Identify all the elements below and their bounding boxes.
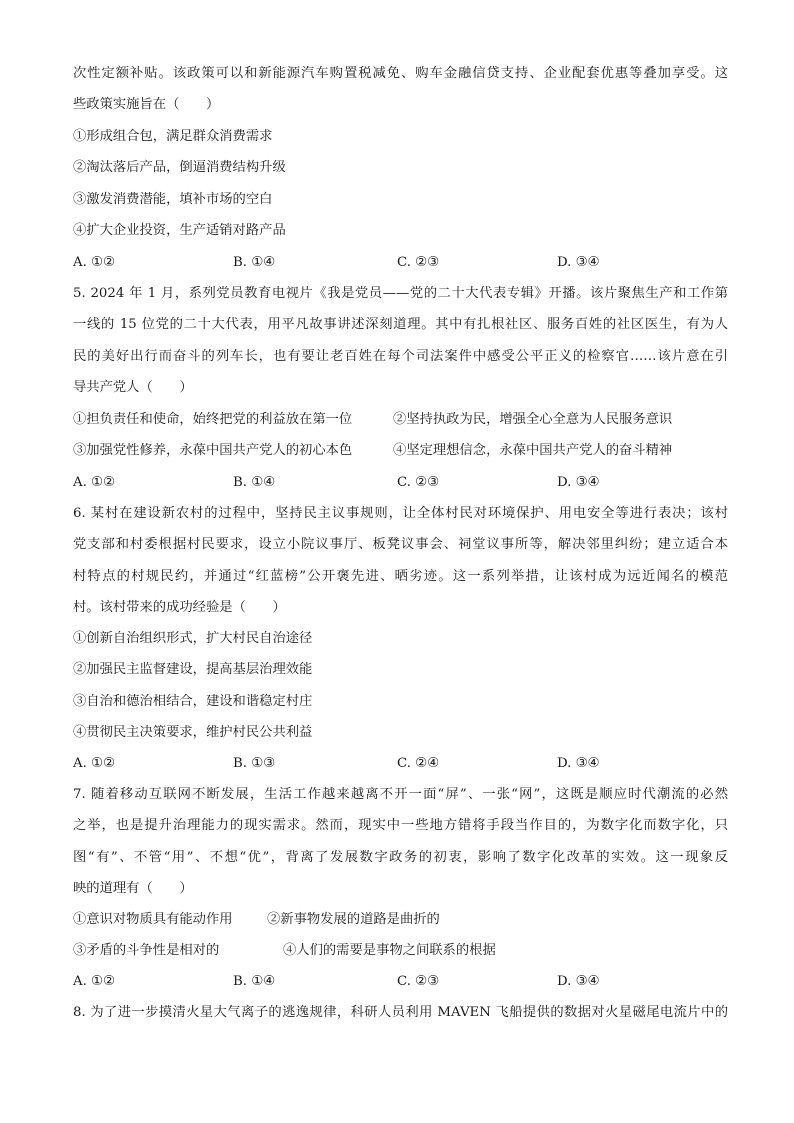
q6-item-4: ④贯彻民主决策要求，维护村民公共利益	[73, 725, 313, 740]
q5-stem-line-2: 一线的 15 位党的二十大代表，用平凡故事讲述深刻道理。其中有扎根社区、服务百姓的社区医生，有为人	[73, 317, 728, 332]
q5-item-2: ②坚持执政为民，增强全心全意为人民服务意识	[393, 412, 673, 427]
q7-stem-line-3: 图“有”、不管“用”、不想“优”，背离了发展数字政务的初衷，影响了数字化改革的实效。这一现象反	[73, 850, 728, 865]
q7-option-c[interactable]: C. ②③	[397, 974, 439, 989]
q7-stem-line-2: 之举，也是提升治理能力的现实需求。然而，现实中一些地方错将手段当作目的，为数字化而数字化，只	[73, 818, 728, 833]
q5-stem-line-4: 导共产党人（ ）	[73, 380, 193, 395]
q4-item-1: ①形成组合包，满足群众消费需求	[73, 129, 273, 144]
q7-option-d[interactable]: D. ③④	[557, 974, 600, 989]
q7-option-b[interactable]: B. ①④	[233, 974, 276, 989]
q4-option-b[interactable]: B. ①④	[233, 255, 276, 270]
q6-item-1: ①创新自治组织形式，扩大村民自治途径	[73, 631, 313, 646]
q4-item-3: ③激发消费潜能，填补市场的空白	[73, 192, 273, 207]
q5-option-c[interactable]: C. ②③	[397, 475, 439, 490]
q5-stem-line-1: 5. 2024 年 1 月，系列党员教育电视片《我是党员——党的二十大代表专辑》开播。该片聚焦生产和工作第	[73, 286, 728, 301]
q6-option-b[interactable]: B. ①③	[233, 756, 276, 771]
q5-item-3: ③加强党性修养，永葆中国共产党人的初心本色	[73, 443, 353, 458]
q7-item-3: ③矛盾的斗争性是相对的	[73, 943, 220, 958]
q8-stem-line-1: 8. 为了进一步摸清火星大气离子的逃逸规律，科研人员利用 MAVEN 飞船提供的数据对火星磁尾电流片中的	[73, 1005, 728, 1020]
q6-item-3: ③自治和德治相结合，建设和谐稳定村庄	[73, 694, 313, 709]
q6-stem-line-4: 村。该村带来的成功经验是（ ）	[73, 600, 286, 615]
q5-stem-line-3: 民的美好出行而奋斗的列车长，也有要让老百姓在每个司法案件中感受公平正义的检察官……该片意在引	[73, 349, 728, 364]
q7-item-2: ②新事物发展的道路是曲折的	[267, 912, 440, 927]
q6-stem-line-2: 党支部和村委根据村民要求，设立小院议事厅、板凳议事会、祠堂议事所等，解决邻里纠纷；建立适合本	[73, 537, 728, 552]
q7-option-a[interactable]: A. ①②	[73, 974, 115, 989]
q5-option-d[interactable]: D. ③④	[557, 475, 600, 490]
q6-option-c[interactable]: C. ②④	[397, 756, 439, 771]
q4-stem-line-1: 次性定额补贴。该政策可以和新能源汽车购置税减免、购车金融信贷支持、企业配套优惠等叠加享受。这	[73, 66, 728, 81]
q4-option-d[interactable]: D. ③④	[557, 255, 600, 270]
q6-option-d[interactable]: D. ③④	[557, 756, 600, 771]
q6-item-2: ②加强民主监督建设，提高基层治理效能	[73, 662, 313, 677]
q7-stem-line-4: 映的道理有（ ）	[73, 881, 193, 896]
q6-stem-line-3: 村特点的村规民约，并通过“红蓝榜”公开褒先进、晒劣迹。这一系列举措，让该村成为远近闻名的模范	[73, 569, 728, 584]
q4-item-4: ④扩大企业投资，生产适销对路产品	[73, 223, 286, 238]
q4-option-c[interactable]: C. ②③	[397, 255, 439, 270]
q4-stem-line-2: 些政策实施旨在（ ）	[73, 97, 220, 112]
q5-option-a[interactable]: A. ①②	[73, 475, 115, 490]
q4-item-2: ②淘汰落后产品，倒逼消费结构升级	[73, 160, 286, 175]
q7-item-4: ④人们的需要是事物之间联系的根据	[283, 943, 496, 958]
q7-stem-line-1: 7. 随着移动互联网不断发展，生活工作越来越离不开一面“屏”、一张“网”，这既是顺应时代潮流的必然	[73, 787, 728, 802]
q6-option-a[interactable]: A. ①②	[73, 756, 115, 771]
q5-option-b[interactable]: B. ①④	[233, 475, 276, 490]
q5-item-1: ①担负责任和使命，始终把党的利益放在第一位	[73, 412, 353, 427]
q5-item-4: ④坚定理想信念，永葆中国共产党人的奋斗精神	[393, 443, 673, 458]
q7-item-1: ①意识对物质具有能动作用	[73, 912, 233, 927]
q6-stem-line-1: 6. 某村在建设新农村的过程中，坚持民主议事规则，让全体村民对环境保护、用电安全等进行表决；该村	[73, 506, 728, 521]
q4-option-a[interactable]: A. ①②	[73, 255, 115, 270]
